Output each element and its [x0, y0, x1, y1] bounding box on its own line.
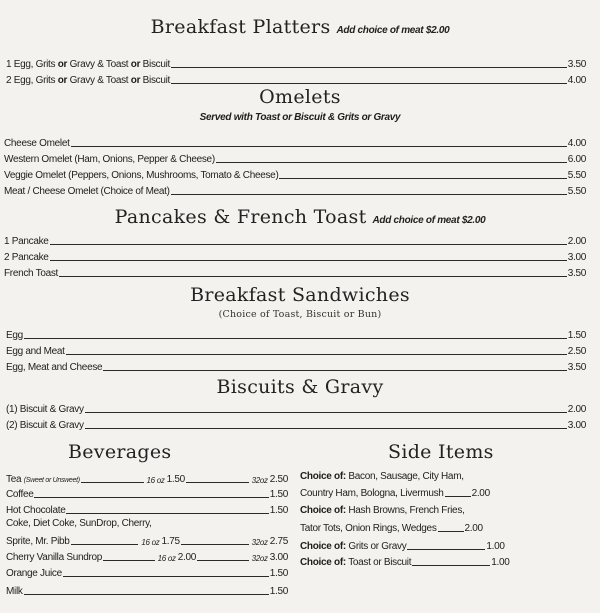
item-name: Cherry Vanilla Sundrop [6, 552, 103, 563]
leader-line [81, 482, 144, 483]
item-price: 3.50 [567, 268, 586, 279]
item-price: 4.00 [567, 138, 586, 149]
item-price: 2.00 [567, 404, 586, 415]
sandwiches-title: Breakfast Sandwiches [190, 284, 410, 306]
item-price: 1.50 [269, 489, 288, 500]
leader-line [24, 594, 269, 595]
menu-item [6, 360, 586, 373]
leader-line [66, 354, 567, 355]
menu-item [4, 250, 586, 263]
item-price: 1.00 [486, 541, 505, 552]
item-price: 1.50 [269, 586, 288, 597]
size-label: 32oz [251, 554, 268, 563]
item-price: 2.50 [269, 474, 288, 485]
menu-item [6, 418, 586, 431]
item-name: French Toast [4, 268, 59, 279]
item-name: Veggie Omelet (Peppers, Onions, Mushrooms, Tomato & Cheese) [4, 170, 279, 181]
menu-item [4, 152, 586, 165]
item-name: Tea (Sweet or Unsweet) [6, 474, 80, 485]
tea-qualifier: (Sweet or Unsweet) [23, 477, 80, 484]
leader-line [103, 370, 566, 371]
menu-item [4, 136, 586, 149]
item-price: 3.50 [567, 362, 586, 373]
leader-line [279, 178, 566, 179]
item-price: 6.00 [567, 154, 586, 165]
leader-line [50, 244, 567, 245]
leader-line [186, 482, 249, 483]
leader-line [445, 496, 471, 497]
leader-line [171, 83, 567, 84]
item-price: 3.00 [567, 420, 586, 431]
menu-item-tea [6, 472, 288, 485]
menu-item [6, 57, 586, 70]
menu-item [6, 344, 586, 357]
leader-line [24, 338, 567, 339]
size-label: 16 oz [146, 476, 165, 485]
item-name: Egg, Meat and Cheese [6, 362, 103, 373]
item-name: Orange Juice [6, 568, 62, 579]
item-name: Milk [6, 586, 23, 597]
item-name: Egg [6, 330, 23, 341]
side-item [300, 486, 586, 499]
item-price: 2.50 [567, 346, 586, 357]
size-label: 32oz [251, 476, 268, 485]
menu-item [6, 566, 288, 579]
item-name: Egg and Meat [6, 346, 65, 357]
menu-item [4, 168, 586, 181]
item-price: 3.00 [567, 252, 586, 263]
leader-line [85, 412, 567, 413]
leader-line [412, 565, 490, 566]
pancakes-title [0, 206, 600, 228]
side-item [300, 521, 586, 534]
leader-line [71, 544, 139, 545]
item-name: Western Omelet (Ham, Onions, Pepper & Cheese) [4, 154, 215, 165]
leader-line [216, 162, 567, 163]
leader-line [66, 513, 268, 514]
omelets-subtitle: Served with Toast or Biscuit & Grits or Gravy [199, 112, 401, 123]
leader-line [181, 544, 249, 545]
size-label: 16 oz [157, 554, 176, 563]
item-name: Tator Tots, Onion Rings, Wedges [300, 523, 437, 534]
item-price: 1.75 [161, 536, 180, 547]
item-price: 2.00 [464, 523, 483, 534]
side-line: Choice of: Bacon, Sausage, City Ham, [300, 471, 464, 482]
sandwiches-subtitle: (Choice of Toast, Biscuit or Bun) [218, 309, 382, 320]
leader-line [71, 146, 567, 147]
side-item [300, 555, 586, 568]
item-price: 4.00 [567, 75, 586, 86]
item-name: 1 Egg, Grits or Gravy & Toast or Biscuit [6, 59, 171, 70]
item-name: (2) Biscuit & Gravy [6, 420, 84, 431]
item-name: Cheese Omelet [4, 138, 70, 149]
leader-line [34, 497, 268, 498]
pancakes-title-text: Pancakes & French Toast [114, 206, 367, 228]
side-line: Choice of: Hash Browns, French Fries, [300, 505, 465, 516]
item-price: 3.50 [567, 59, 586, 70]
size-label: 16 oz [141, 538, 160, 547]
item-price: 1.50 [567, 330, 586, 341]
leader-line [407, 549, 485, 550]
leader-line [59, 276, 567, 277]
leader-line [85, 428, 567, 429]
menu-item-cherry [6, 550, 288, 563]
menu-item [6, 328, 586, 341]
item-price: 2.75 [269, 536, 289, 547]
platters-title [0, 16, 600, 38]
size-label: 32oz [251, 538, 268, 547]
sides-title: Side Items [388, 441, 494, 463]
biscuits-title: Biscuits & Gravy [216, 376, 384, 398]
leader-line [63, 576, 269, 577]
item-price: 1.50 [166, 474, 185, 485]
leader-line [50, 260, 567, 261]
menu-item [6, 487, 288, 500]
menu-item [6, 503, 288, 516]
leader-line [171, 67, 567, 68]
menu-item-soda [6, 534, 288, 547]
platters-note: Add choice of meat $2.00 [336, 25, 450, 36]
item-price: 1.50 [269, 505, 288, 516]
item-name: 2 Pancake [4, 252, 49, 263]
item-name: (1) Biscuit & Gravy [6, 404, 84, 415]
item-price: 2.00 [471, 488, 490, 499]
pancakes-note: Add choice of meat $2.00 [372, 215, 486, 226]
item-price: 1.00 [491, 557, 510, 568]
beverages-title: Beverages [68, 441, 172, 463]
item-name: Hot Chocolate [6, 505, 66, 516]
side-item [300, 539, 586, 552]
leader-line [438, 531, 464, 532]
menu-item [4, 234, 586, 247]
menu-item [4, 266, 586, 279]
item-name: 2 Egg, Grits or Gravy & Toast or Biscuit [6, 75, 171, 86]
platters-title-text: Breakfast Platters [150, 16, 331, 38]
item-price: 3.00 [269, 552, 288, 563]
leader-line [171, 194, 567, 195]
item-price: 2.00 [567, 236, 586, 247]
leader-line [103, 560, 155, 561]
menu-item [6, 73, 586, 86]
item-price: 2.00 [177, 552, 196, 563]
menu-item [6, 402, 586, 415]
omelets-title: Omelets [259, 86, 341, 108]
menu-item [4, 184, 586, 197]
item-name: Sprite, Mr. Pibb [6, 536, 70, 547]
menu-item [6, 584, 288, 597]
item-name: Country Ham, Bologna, Livermush [300, 488, 444, 499]
item-price: 5.50 [567, 186, 586, 197]
leader-line [197, 560, 249, 561]
item-name: 1 Pancake [4, 236, 49, 247]
item-name: Meat / Cheese Omelet (Choice of Meat) [4, 186, 170, 197]
item-name: Coffee [6, 489, 34, 500]
item-name: Choice of: Toast or Biscuit [300, 557, 412, 568]
item-name: Choice of: Grits or Gravy [300, 541, 407, 552]
soda-list-line: Coke, Diet Coke, SunDrop, Cherry, [6, 518, 152, 529]
item-price: 5.50 [567, 170, 586, 181]
item-price: 1.50 [269, 568, 288, 579]
